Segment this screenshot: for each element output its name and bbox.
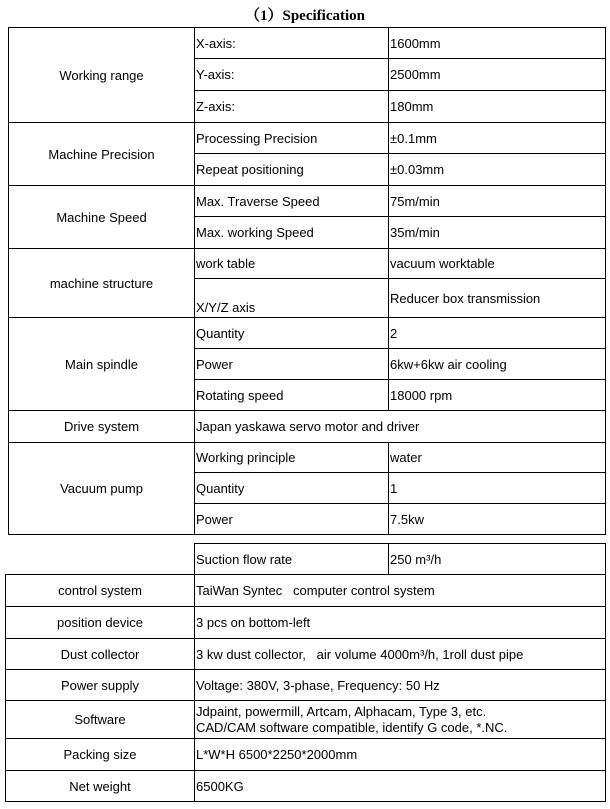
value-position-device: 3 pcs on bottom-left	[195, 607, 606, 639]
value-suction-flow-rate: 250 m³/h	[389, 544, 606, 575]
category-main-spindle: Main spindle	[9, 318, 195, 411]
value-drive-system: Japan yaskawa servo motor and driver	[195, 411, 606, 443]
param-suction-flow-rate: Suction flow rate	[195, 544, 389, 575]
category-machine-precision: Machine Precision	[9, 123, 195, 186]
category-control-system: control system	[6, 575, 195, 607]
table-row	[9, 249, 606, 279]
value-spindle-power: 6kw+6kw air cooling	[389, 349, 606, 380]
param-xyz-axis: X/Y/Z axis	[195, 279, 389, 318]
value-pump-power: 7.5kw	[389, 504, 606, 535]
param-traverse-speed: Max. Traverse Speed	[195, 186, 389, 217]
table-row	[6, 670, 606, 701]
table-row	[6, 771, 606, 802]
value-repeat-positioning: ±0.03mm	[389, 154, 606, 186]
table-row	[6, 701, 606, 739]
category-power-supply: Power supply	[6, 670, 195, 701]
param-y-axis: Y-axis:	[195, 59, 389, 91]
param-working-principle: Working principle	[195, 443, 389, 473]
table-row	[9, 411, 606, 443]
param-rotating-speed: Rotating speed	[195, 380, 389, 411]
table-row	[6, 607, 606, 639]
category-software: Software	[6, 701, 195, 739]
value-net-weight: 6500KG	[195, 771, 606, 802]
value-work-table: vacuum worktable	[389, 249, 606, 279]
table-row	[6, 639, 606, 670]
param-working-speed: Max. working Speed	[195, 217, 389, 249]
param-spindle-power: Power	[195, 349, 389, 380]
category-drive-system: Drive system	[9, 411, 195, 443]
specification-table-top	[8, 27, 606, 535]
value-control-system: TaiWan Syntec computer control system	[195, 575, 606, 607]
value-xyz-axis: Reducer box transmission	[389, 279, 606, 318]
category-position-device: position device	[6, 607, 195, 639]
category-working-range: Working range	[9, 28, 195, 123]
param-processing-precision: Processing Precision	[195, 123, 389, 154]
param-repeat-positioning: Repeat positioning	[195, 154, 389, 186]
table-row	[9, 318, 606, 349]
value-working-principle: water	[389, 443, 606, 473]
value-packing-size: L*W*H 6500*2250*2000mm	[195, 739, 606, 771]
value-processing-precision: ±0.1mm	[389, 123, 606, 154]
value-traverse-speed: 75m/min	[389, 186, 606, 217]
software-line-2: CAD/CAM software compatible, identify G code, *.NC.	[196, 719, 508, 735]
category-packing-size: Packing size	[6, 739, 195, 771]
param-spindle-quantity: Quantity	[195, 318, 389, 349]
value-y-axis: 2500mm	[389, 59, 606, 91]
category-dust-collector: Dust collector	[6, 639, 195, 670]
category-machine-structure: machine structure	[9, 249, 195, 318]
param-pump-quantity: Quantity	[195, 473, 389, 504]
value-software	[195, 701, 606, 739]
table-row	[6, 575, 606, 607]
value-dust-collector: 3 kw dust collector, air volume 4000m³/h, 1roll dust pipe	[195, 639, 606, 670]
param-pump-power: Power	[195, 504, 389, 535]
value-x-axis: 1600mm	[389, 28, 606, 59]
category-vacuum-pump: Vacuum pump	[9, 443, 195, 535]
specification-table-bottom	[5, 543, 606, 802]
value-pump-quantity: 1	[389, 473, 606, 504]
param-x-axis: X-axis:	[195, 28, 389, 59]
param-work-table: work table	[195, 249, 389, 279]
table-row	[6, 544, 606, 575]
table-row	[9, 123, 606, 154]
value-rotating-speed: 18000 rpm	[389, 380, 606, 411]
category-machine-speed: Machine Speed	[9, 186, 195, 249]
empty-category-cell	[6, 544, 195, 575]
value-working-speed: 35m/min	[389, 217, 606, 249]
param-z-axis: Z-axis:	[195, 91, 389, 123]
software-line-1: Jdpaint, powermill, Artcam, Alphacam, Type 3, etc.	[196, 703, 487, 719]
value-spindle-quantity: 2	[389, 318, 606, 349]
table-row	[9, 28, 606, 59]
table-row	[9, 186, 606, 217]
page-title: （1）Specification	[245, 8, 365, 24]
category-net-weight: Net weight	[6, 771, 195, 802]
table-row	[9, 443, 606, 473]
table-row	[6, 739, 606, 771]
value-power-supply: Voltage: 380V, 3-phase, Frequency: 50 Hz	[195, 670, 606, 701]
value-z-axis: 180mm	[389, 91, 606, 123]
